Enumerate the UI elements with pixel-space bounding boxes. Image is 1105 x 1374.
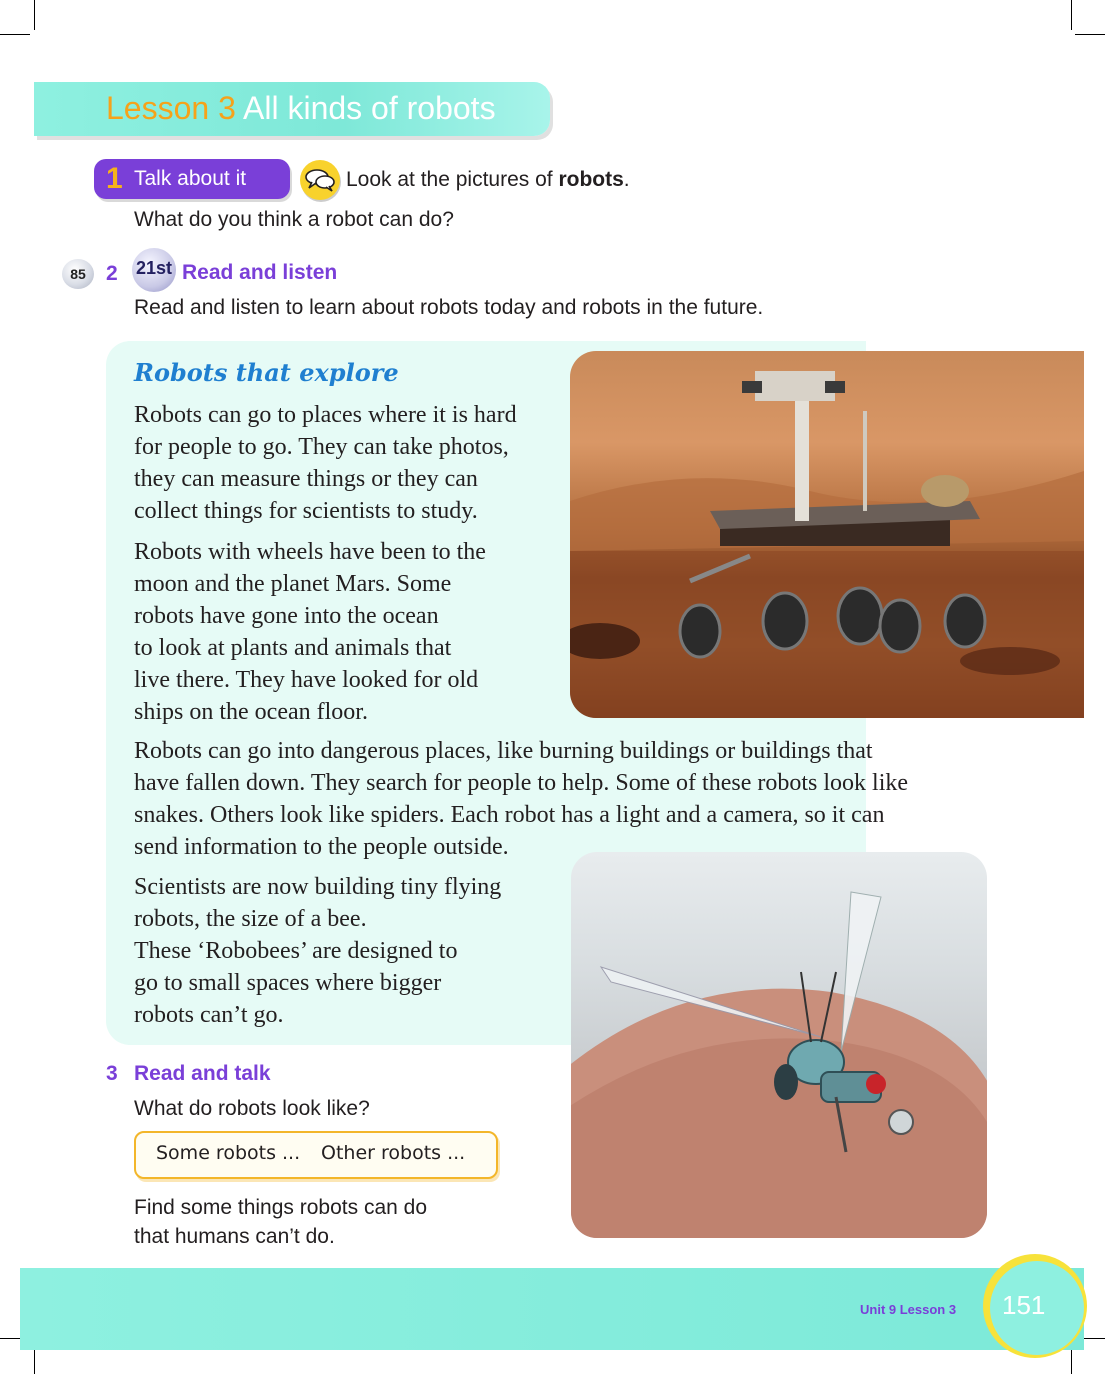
instruction-punct: .	[623, 168, 630, 191]
section-label: Talk about it	[134, 167, 247, 190]
reading-paragraph-2	[134, 536, 486, 728]
section1-question: What do you think a robot can do?	[134, 208, 454, 231]
page-number: 151	[1002, 1290, 1046, 1320]
section3-task-line: that humans can’t do.	[134, 1225, 335, 1248]
text-line: robots, the size of a bee.	[134, 906, 367, 932]
section3-task-line: Find some things robots can do	[134, 1196, 427, 1219]
section-title: Read and talk	[134, 1062, 271, 1085]
lesson-number: Lesson 3	[106, 90, 236, 126]
text-line: for people to go. They can take photos,	[134, 434, 509, 460]
text-line: collect things for scientists to study.	[134, 498, 478, 524]
lesson-title	[106, 90, 496, 127]
section-number: 1	[106, 162, 123, 195]
text-line: live there. They have looked for old	[134, 667, 479, 693]
reading-paragraph-3	[134, 735, 908, 863]
instruction-text: Look at the pictures of	[346, 168, 559, 191]
section3-question: What do robots look like?	[134, 1097, 370, 1120]
unit-lesson-label: Unit 9 Lesson 3	[860, 1302, 957, 1317]
text-line: robots have gone into the ocean	[134, 603, 439, 629]
lesson-banner	[34, 82, 550, 136]
section-number: 2	[106, 262, 118, 285]
text-line: These ‘Robobees’ are designed to	[134, 938, 458, 964]
sentence-frames-box	[134, 1131, 498, 1179]
text-line: moon and the planet Mars. Some	[134, 571, 452, 597]
robobee-photo	[571, 852, 987, 1238]
sentence-frame: Other robots ...	[321, 1142, 466, 1164]
text-line: have fallen down. They search for people to help. Some of these robots look like	[134, 770, 909, 796]
text-line: Robots can go into dangerous places, like burning buildings or buildings that	[134, 738, 873, 764]
text-line: they can measure things or they can	[134, 466, 478, 492]
crop-mark	[1071, 0, 1072, 30]
text-line: Scientists are now building tiny flying	[134, 874, 502, 900]
lesson-heading: All kinds of robots	[243, 90, 496, 126]
text-line: Robots with wheels have been to the	[134, 539, 486, 565]
reading-title: Robots that explore	[134, 358, 399, 387]
sentence-frame: Some robots ...	[156, 1142, 301, 1164]
section-title: Read and listen	[182, 261, 338, 284]
instruction-keyword: robots	[558, 168, 624, 191]
skills-badge-text: 21st	[135, 258, 173, 278]
section2-instruction: Read and listen to learn about robots today and robots in the future.	[134, 296, 764, 319]
talk-about-it-label	[94, 159, 290, 199]
crop-mark	[34, 0, 35, 30]
reading-paragraph-4	[134, 871, 501, 1031]
speech-bubbles-icon	[300, 160, 340, 200]
section-number: 3	[106, 1062, 118, 1085]
audio-cd-icon[interactable]	[62, 259, 94, 289]
text-line: send information to the people outside.	[134, 834, 509, 860]
text-line: go to small spaces where bigger	[134, 970, 442, 996]
text-line: to look at plants and animals that	[134, 635, 452, 661]
audio-track-number: 85	[70, 266, 86, 282]
21st-century-skills-icon	[132, 248, 176, 292]
crop-mark	[1075, 34, 1105, 35]
crop-mark	[0, 34, 30, 35]
reading-paragraph-1	[134, 399, 517, 527]
section1-instruction	[346, 168, 630, 192]
mars-rover-photo	[570, 351, 1084, 718]
text-line: Robots can go to places where it is hard	[134, 402, 517, 428]
text-line: robots can’t go.	[134, 1002, 284, 1028]
text-line: snakes. Others look like spiders. Each robot has a light and a camera, so it can	[134, 802, 885, 828]
text-line: ships on the ocean floor.	[134, 699, 368, 725]
